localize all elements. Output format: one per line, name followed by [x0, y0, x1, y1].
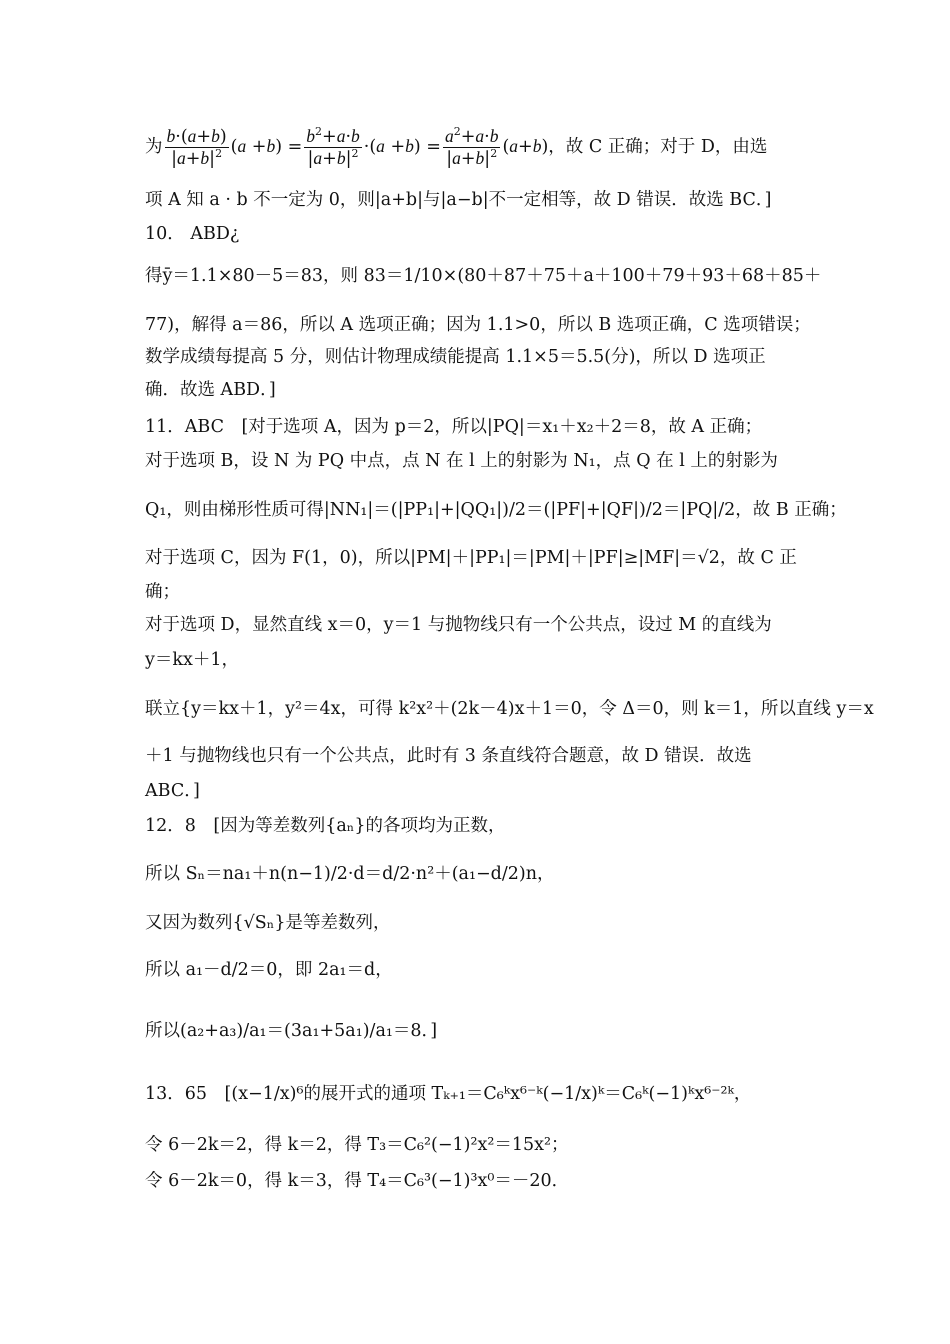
- solution-line: [145, 349, 766, 367]
- line-text: 联立{y＝kx＋1，y²＝4x，可得 k²x²＋(2k－4)x＋1＝0，令 Δ＝0，则 k＝1，所以直线 y＝x: [145, 699, 874, 719]
- fraction: $\frac{b\cdot(a+b)}{|a+b|^2}$: [166, 126, 227, 170]
- line-text: 令 6－2k＝2，得 k＝2，得 T₃＝C₆²(−1)²x²＝15x²；: [145, 1135, 569, 1155]
- fraction: $\frac{a^2+a\cdot b}{|a+b|^2}$: [444, 125, 499, 170]
- solution-line: [145, 866, 554, 884]
- solution-line: [145, 382, 276, 400]
- line-text: 又因为数列{√Sₙ}是等差数列，: [145, 913, 391, 933]
- line-text: 确．故选 ABD．]: [145, 380, 276, 400]
- line-text: 确；: [145, 582, 180, 602]
- solution-line: [145, 652, 239, 670]
- solution-line: [145, 962, 393, 980]
- line-text: 所以 Sₙ＝na₁＋n(n−1)/2·d＝d/2·n²＋(a₁−d/2)n，: [145, 864, 555, 884]
- solution-line: [145, 226, 239, 244]
- fraction: $\frac{b^2+a\cdot b}{|a+b|^2}$: [306, 125, 360, 170]
- line-text: 13．65 [(x−1/x)⁶的展开式的通项 Tₖ₊₁＝C₆ᵏx⁶⁻ᵏ(−1/x)ᵏ＝C₆ᵏ(−1)ᵏx⁶⁻²ᵏ，: [145, 1084, 752, 1104]
- solution-line: [145, 1173, 569, 1191]
- solution-line: [145, 818, 506, 836]
- line-text: 77)，解得 a＝86，所以 A 选项正确；因为 1.1>0，所以 B 选项正确，C 选项错误；: [145, 315, 811, 335]
- solution-line: [145, 748, 752, 766]
- line-text: ，故 C 正确；对于 D，由选: [548, 137, 768, 158]
- solution-line: [145, 1023, 437, 1041]
- solution-line: [145, 453, 778, 471]
- solution-line: [145, 1137, 569, 1155]
- solution-line: [145, 317, 811, 335]
- line-text: Q₁，则由梯形性质可得|NN₁|＝(|PP₁|+|QQ₁|)/2＝(|PF|+|QF|)/2＝|PQ|/2，故 B 正确；: [145, 500, 847, 520]
- solution-line: [145, 783, 200, 801]
- solution-line: [145, 502, 847, 520]
- solution-line: [145, 617, 772, 635]
- solution-line: 为 $\frac{b\cdot(a+b)}{|a+b|^2}$ (a +b) = $\frac{b^2+a\cdot b}{|a+b|^2}$ ·(a +b) = $\frac{a^2+a\cdot b}{|a+b|^2}$ (a+b)，故 C 正确；对于 D，由选: [145, 125, 768, 170]
- line-text: 所以(a₂+a₃)/a₁＝(3a₁+5a₁)/a₁＝8．]: [145, 1021, 438, 1041]
- solution-line: [145, 419, 762, 437]
- line-text: 令 6－2k＝0，得 k＝3，得 T₄＝C₆³(−1)³x⁰＝－20．: [145, 1171, 570, 1191]
- line-text: 对于选项 B，设 N 为 PQ 中点，点 N 在 l 上的射影为 N₁，点 Q 在 l 上的射影为: [145, 451, 778, 471]
- line-text: 10． ABD¿: [145, 224, 240, 244]
- line-text: 得ȳ＝1.1×80－5＝83，则 83＝1/10×(80＋87＋75＋a＋100＋79＋93＋68＋85＋: [145, 266, 822, 286]
- line-text: ＋1 与抛物线也只有一个公共点，此时有 3 条直线符合题意，故 D 错误．故选: [145, 746, 752, 766]
- line-text: ABC．]: [145, 781, 200, 801]
- solution-line: [145, 1086, 751, 1104]
- line-text: 12．8 [因为等差数列{aₙ}的各项均为正数，: [145, 816, 506, 836]
- solution-line: [145, 701, 874, 719]
- line-text: 对于选项 C，因为 F(1，0)，所以|PM|＋|PP₁|＝|PM|＋|PF|≥|MF|＝√2，故 C 正: [145, 548, 797, 568]
- line-text: 为: [145, 137, 163, 158]
- line-text: y＝kx＋1，: [145, 650, 239, 670]
- solution-line: [145, 268, 821, 286]
- line-text: 所以 a₁－d/2＝0，即 2a₁＝d，: [145, 960, 393, 980]
- solution-line: [145, 584, 180, 602]
- line-text: 对于选项 D，显然直线 x＝0，y＝1 与抛物线只有一个公共点，设过 M 的直线为: [145, 615, 772, 635]
- solution-line: [145, 550, 797, 568]
- solution-line: [145, 192, 771, 210]
- line-text: 项 A 知 a · b 不一定为 0，则|a+b|与|a−b|不一定相等，故 D 错误．故选 BC．]: [145, 190, 772, 210]
- line-text: 数学成绩每提高 5 分，则估计物理成绩能提高 1.1×5＝5.5(分)，所以 D 选项正: [145, 347, 766, 367]
- line-text: 11．ABC [对于选项 A，因为 p＝2，所以|PQ|＝x₁＋x₂＋2＝8，故 A 正确；: [145, 417, 763, 437]
- solution-line: [145, 915, 390, 933]
